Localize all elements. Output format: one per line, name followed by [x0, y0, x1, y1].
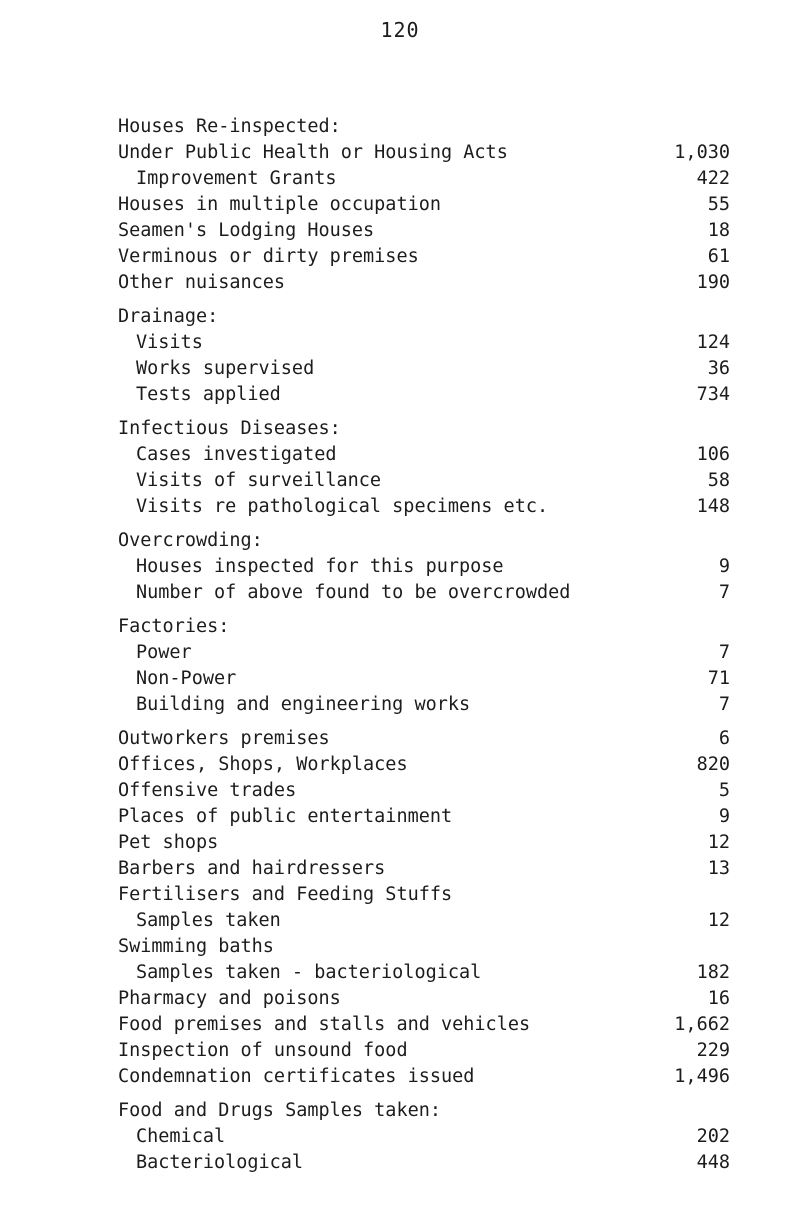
item-value: 58: [707, 470, 730, 491]
list-item: [118, 1038, 730, 1064]
item-label: Seamen's Lodging Houses: [118, 220, 375, 241]
item-value: 190: [696, 272, 730, 293]
item-value: 202: [696, 1126, 730, 1147]
list-item: [118, 1124, 730, 1150]
list-item: [118, 908, 730, 934]
item-label: Cases investigated: [136, 444, 337, 465]
item-value: 71: [707, 668, 730, 689]
item-label: Number of above found to be overcrowded: [136, 582, 571, 603]
item-label: Visits re pathological specimens etc.: [136, 496, 549, 517]
item-value: 6: [718, 728, 730, 749]
item-value: 448: [696, 1152, 730, 1173]
item-value: 9: [718, 556, 730, 577]
list-item: [118, 442, 730, 468]
item-value: 7: [718, 694, 730, 715]
list-item: [118, 528, 730, 554]
item-label: Visits of surveillance: [136, 470, 382, 491]
page-number: 120: [380, 18, 420, 42]
item-label: Building and engineering works: [136, 694, 471, 715]
item-value: 61: [707, 246, 730, 267]
item-value: 182: [696, 962, 730, 983]
item-label: Condemnation certificates issued: [118, 1066, 475, 1087]
list-item: [118, 934, 730, 960]
list-item: [118, 416, 730, 442]
item-label: Works supervised: [136, 358, 315, 379]
list-item: [118, 882, 730, 908]
list-item: [118, 166, 730, 192]
item-label: Non-Power: [136, 668, 237, 689]
list-item: [118, 468, 730, 494]
list-item: [118, 666, 730, 692]
list-item: [118, 304, 730, 330]
item-label: Verminous or dirty premises: [118, 246, 419, 267]
item-value: 820: [696, 754, 730, 775]
list-item: [118, 114, 730, 140]
item-label: Under Public Health or Housing Acts: [118, 142, 508, 163]
item-label: Offensive trades: [118, 780, 297, 801]
list-item: [118, 986, 730, 1012]
list-item: [118, 356, 730, 382]
item-value: 5: [718, 780, 730, 801]
list-item: [118, 554, 730, 580]
item-value: 1,662: [674, 1014, 730, 1035]
item-value: 106: [696, 444, 730, 465]
item-label: Outworkers premises: [118, 728, 330, 749]
list-item: [118, 692, 730, 718]
item-label: Bacteriological: [136, 1152, 304, 1173]
item-label: Samples taken: [136, 910, 281, 931]
list-item: [118, 804, 730, 830]
list-item: [118, 192, 730, 218]
item-label: Drainage:: [118, 306, 219, 327]
list-item: [118, 382, 730, 408]
item-label: Barbers and hairdressers: [118, 858, 386, 879]
list-item: [118, 856, 730, 882]
list-item: [118, 960, 730, 986]
item-label: Inspection of unsound food: [118, 1040, 408, 1061]
list-item: [118, 270, 730, 296]
item-value: 9: [718, 806, 730, 827]
item-label: Power: [136, 642, 192, 663]
item-label: Samples taken - bacteriological: [136, 962, 482, 983]
item-label: Houses inspected for this purpose: [136, 556, 504, 577]
item-value: 18: [707, 220, 730, 241]
item-value: 12: [707, 832, 730, 853]
item-value: 1,496: [674, 1066, 730, 1087]
item-label: Houses Re-inspected:: [118, 116, 341, 137]
item-label: Swimming baths: [118, 936, 274, 957]
item-value: 1,030: [674, 142, 730, 163]
item-label: Houses in multiple occupation: [118, 194, 442, 215]
item-value: 16: [707, 988, 730, 1009]
item-value: 229: [696, 1040, 730, 1061]
item-value: 124: [696, 332, 730, 353]
item-label: Offices, Shops, Workplaces: [118, 754, 408, 775]
item-value: 734: [696, 384, 730, 405]
item-label: Pet shops: [118, 832, 219, 853]
list-item: [118, 778, 730, 804]
list-item: [118, 244, 730, 270]
item-label: Pharmacy and poisons: [118, 988, 341, 1009]
list-item: [118, 580, 730, 606]
item-label: Other nuisances: [118, 272, 286, 293]
report-list: [118, 114, 730, 1176]
item-value: 422: [696, 168, 730, 189]
list-item: [118, 494, 730, 520]
item-label: Improvement Grants: [136, 168, 337, 189]
item-value: 36: [707, 358, 730, 379]
list-item: [118, 752, 730, 778]
item-label: Infectious Diseases:: [118, 418, 341, 439]
item-value: 148: [696, 496, 730, 517]
list-item: [118, 726, 730, 752]
list-item: [118, 218, 730, 244]
item-value: 12: [707, 910, 730, 931]
list-item: [118, 1064, 730, 1090]
item-label: Places of public entertainment: [118, 806, 453, 827]
item-label: Visits: [136, 332, 203, 353]
list-item: [118, 1098, 730, 1124]
item-label: Food and Drugs Samples taken:: [118, 1100, 442, 1121]
item-label: Factories:: [118, 616, 230, 637]
list-item: [118, 614, 730, 640]
list-item: [118, 640, 730, 666]
item-label: Fertilisers and Feeding Stuffs: [118, 884, 453, 905]
item-label: Overcrowding:: [118, 530, 263, 551]
list-item: [118, 1012, 730, 1038]
list-item: [118, 330, 730, 356]
item-value: 55: [707, 194, 730, 215]
item-label: Chemical: [136, 1126, 226, 1147]
item-value: 13: [707, 858, 730, 879]
item-label: Food premises and stalls and vehicles: [118, 1014, 531, 1035]
item-value: 7: [718, 642, 730, 663]
item-value: 7: [718, 582, 730, 603]
item-label: Tests applied: [136, 384, 281, 405]
list-item: [118, 1150, 730, 1176]
list-item: [118, 140, 730, 166]
list-item: [118, 830, 730, 856]
